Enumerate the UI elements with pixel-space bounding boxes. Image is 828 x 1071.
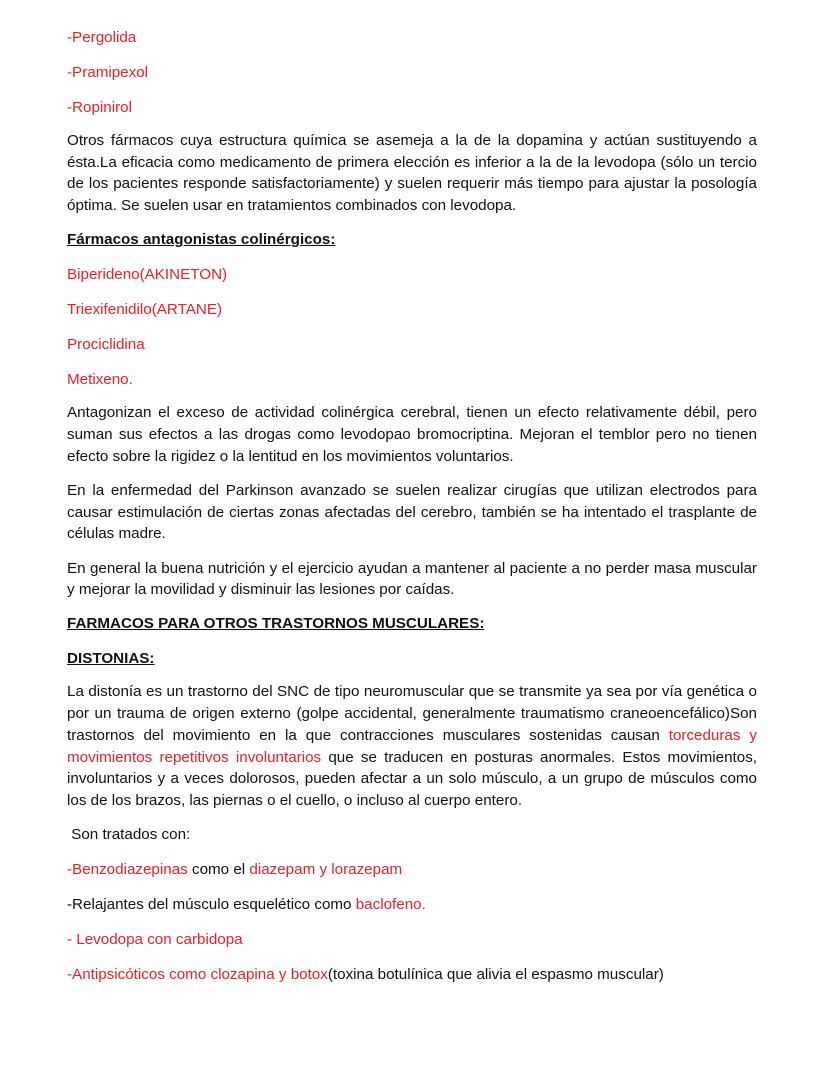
paragraph-dystonia xyxy=(67,681,757,811)
benzo-label: -Benzodiazepinas xyxy=(67,861,188,879)
paragraph-dopamine-agonists: Otros fármacos cuya estructura química se asemeja a la de la dopamina y actúan sustituyendo a ésta.La eficacia como medicamento de primera elección es inferior a la de la levodopa (sólo un tercio de los pacientes responde satisfactoriamente) y suelen requerir más tiempo para ajustar la posología óptima. Se suelen usar en tratamientos combinados con levodopa. xyxy=(67,132,757,215)
paragraph-anticholinergic: Antagonizan el exceso de actividad colinérgica cerebral, tienen un efecto relativamente débil, pero suman sus efectos a las drogas como levodopao bromocriptina. Mejoran el temblor pero no tienen efecto sobre la rigidez o la lentitud en los movimientos voluntarios. xyxy=(67,404,757,465)
dystonia-text-1: La distonía es un trastorno del SNC de tipo neuromuscular que se transmite ya sea por vía genética o por un trauma de origen externo (golpe accidental, generalmente traumatismo craneoencefálico)Son trastornos del movimiento en la que contracciones musculares sostenidas causan xyxy=(67,683,757,744)
heading-anticholinergic-text: Fármacos antagonistas colinérgicos xyxy=(67,231,331,249)
relax-label: -Relajantes del músculo esquelético como xyxy=(67,896,356,914)
relax-example: baclofeno. xyxy=(355,896,426,914)
benzo-connector: como el xyxy=(187,861,250,879)
drug-item-triexifenidilo: Triexifenidilo(ARTANE) xyxy=(67,301,223,319)
drug-item-pramipexol: -Pramipexol xyxy=(67,64,149,81)
treatment-muscle-relaxants xyxy=(67,894,757,929)
drug-item-prociclidina: Prociclidina xyxy=(67,336,145,354)
drug-item-ropinirol: -Ropinirol xyxy=(67,99,132,116)
treatment-levodopa: - Levodopa con carbidopa xyxy=(67,931,243,949)
dystonia-text-2: que se traducen en posturas anormales. Estos movimientos, involuntarios y a veces dolorosos, pueden afectar a un solo músculo, a un grupo de músculos como los de los brazos, las piernas o el cuello, o incluso al cuerpo entero. xyxy=(67,748,758,809)
antipsych-note: (toxina botulínica que alivia el espasmo muscular) xyxy=(327,966,664,984)
antipsych-label: -Antipsicóticos como clozapina y botox xyxy=(67,966,328,984)
document-page xyxy=(67,27,757,999)
heading-anticholinergic xyxy=(67,229,757,264)
treated-with-label: Son tratados con: xyxy=(67,826,191,844)
paragraph-surgery: En la enfermedad del Parkinson avanzado se suelen realizar cirugías que utilizan electrodos para causar estimulación de ciertas zonas afectadas del cerebro, también se ha intentado el trasplante de células madre. xyxy=(67,481,757,543)
heading-colon: : xyxy=(330,231,336,249)
treatment-antipsychotics xyxy=(67,964,757,999)
drug-item-metixeno: Metixeno. xyxy=(67,371,133,389)
drug-item-pergolida: -Pergolida xyxy=(67,29,137,46)
benzo-examples: diazepam y lorazepam xyxy=(249,861,403,879)
heading-other-disorders: FARMACOS PARA OTROS TRASTORNOS MUSCULARES: xyxy=(67,615,485,633)
heading-dystonias: DISTONIAS: xyxy=(67,650,155,668)
dystonia-highlight: torceduras y movimientos repetitivos involuntarios xyxy=(67,726,757,766)
paragraph-nutrition: En general la buena nutrición y el ejercicio ayudan a mantener al paciente a no perder masa muscular y mejorar la movilidad y disminuir las lesiones por caídas. xyxy=(67,559,757,599)
treatment-benzodiazepines xyxy=(67,859,757,894)
drug-item-biperideno: Biperideno(AKINETON) xyxy=(67,266,228,284)
